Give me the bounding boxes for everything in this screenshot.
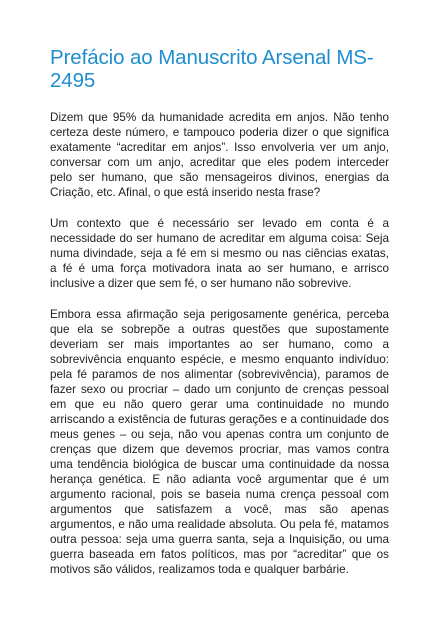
paragraph-3: Embora essa afirmação seja perigosamente genérica, perceba que ela se sobrepõe a outras questões que supostamente deveriam ser mais importantes ao ser humano, como a sobrevivência enquanto espécie, e mesmo enquanto indivíduo: pela fé paramos de nos alimentar (sobrevivência), paramos de fazer sexo ou procriar – dado um conjunto de crenças pessoal em que eu não quero gerar uma continuidade no mundo arriscando a existência de futuras gerações e a continuidade dos meus genes – ou seja, não vou apenas contra um conjunto de crenças que dizem que devemos procriar, mas vamos contra uma tendência biológica de buscar uma continuidade da nossa herança genética. E não adianta você argumentar que é um argumento racional, pois se baseia numa crença pessoal com argumentos que satisfazem a você, mas são apenas argumentos, e não uma realidade absoluta. Ou pela fé, matamos outra pessoa: seja uma guerra santa, seja a Inquisição, ou uma guerra baseada em fatos políticos, mas por “acreditar” que os motivos são válidos, realizamos toda e qualquer barbárie. bbox=[50, 308, 389, 576]
paragraph-1: Dizem que 95% da humanidade acredita em anjos. Não tenho certeza deste número, e tampouco poderia dizer o que significa exatamente “acreditar em anjos”. Isso envolveria ver um anjo, conversar com um anjo, acreditar que eles podem interceder pelo ser humano, que são mensageiros divinos, energias da Criação, etc. Afinal, o que está inserido nesta frase? bbox=[50, 111, 389, 199]
document-body bbox=[50, 110, 389, 577]
document-page bbox=[50, 46, 389, 593]
paragraph-2: Um contexto que é necessário ser levado em conta é a necessidade do ser humano de acreditar em alguma coisa: Seja numa divindade, seja a fé em si mesmo ou nas ciências exatas, a fé é uma força motivadora inata ao ser humano, e arrisco inclusive a dizer que sem fé, o ser humano não sobrevive. bbox=[50, 217, 389, 290]
document-title: Prefácio ao Manuscrito Arsenal MS-2495 bbox=[50, 46, 374, 92]
